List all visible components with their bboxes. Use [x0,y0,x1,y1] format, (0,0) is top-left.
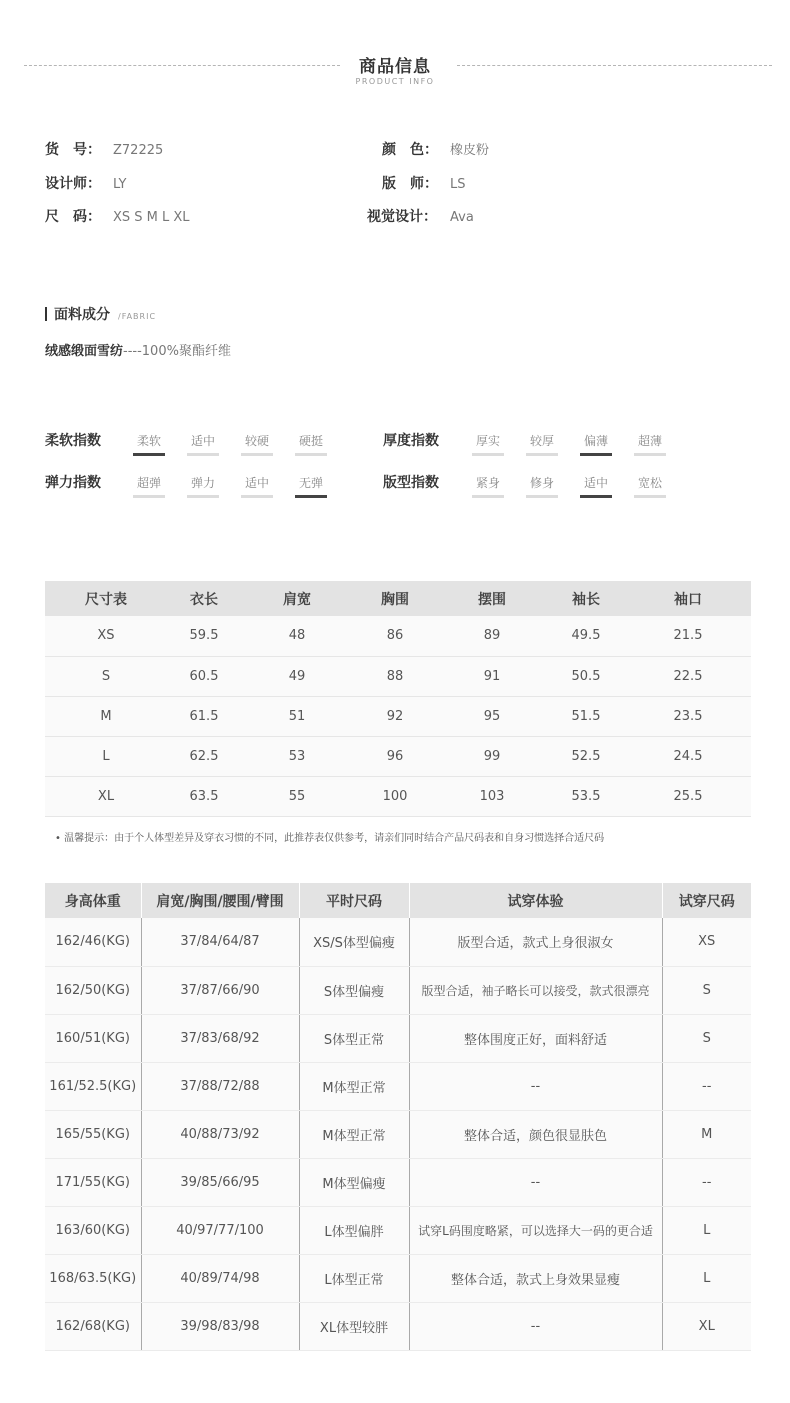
table-cell: M [662,1110,751,1158]
info-label: 颜 色： [382,142,438,158]
table-cell: 91 [437,656,547,696]
table-header-row [45,883,751,918]
table-cell: 162/46(KG) [45,918,141,966]
info-item-sku [45,139,163,159]
fabric-description [45,340,231,359]
table-header-row [45,581,751,616]
table-row [45,1158,751,1206]
info-label: 设计师： [45,176,101,192]
table-row [45,696,751,736]
index-option: 较厚 [526,432,558,456]
fabric-heading [45,304,156,324]
table-cell: 50.5 [547,656,625,696]
table-cell: 51 [241,696,353,736]
info-label: 视觉设计： [367,209,437,225]
table-cell: 52.5 [547,736,625,776]
table-cell: 22.5 [625,656,751,696]
index-option: 适中 [241,474,273,498]
table-cell: 23.5 [625,696,751,736]
size-tip: • 温馨提示：由于个人体型差异及穿衣习惯的不同，此推荐表仅供参考，请亲们同时结合产品尺码表和自身习惯选择合适尺码 [55,833,605,844]
column-header: 身高体重 [45,883,141,918]
table-cell: 100 [353,776,437,816]
table-cell: 99 [437,736,547,776]
index-option: 弹力 [187,474,219,498]
fabric-material: 绒感缎面雪纺 [45,344,124,359]
column-header: 肩宽/胸围/腰围/臂围 [141,883,299,918]
index-option: 超薄 [634,432,666,456]
column-header: 平时尺码 [299,883,409,918]
table-cell: -- [409,1158,662,1206]
info-item-pattern-maker [382,173,466,193]
table-cell: 版型合适，款式上身很淑女 [409,918,662,966]
table-cell: L体型正常 [299,1254,409,1302]
table-cell: 40/88/73/92 [141,1110,299,1158]
table-cell: L [662,1254,751,1302]
info-item-designer [45,173,126,193]
table-row [45,918,751,966]
table-cell: 88 [353,656,437,696]
table-cell: 整体合适，颜色很显肤色 [409,1110,662,1158]
column-header: 尺寸表 [45,581,167,616]
table-cell: 171/55(KG) [45,1158,141,1206]
table-cell: -- [662,1062,751,1110]
table-row [45,1062,751,1110]
table-row [45,1254,751,1302]
table-cell: 55 [241,776,353,816]
table-cell: 版型合适，袖子略长可以接受，款式很漂亮 [409,966,662,1014]
info-value: Ava [450,210,474,225]
info-item-sizes [45,206,190,226]
column-header: 衣长 [167,581,241,616]
table-cell: 165/55(KG) [45,1110,141,1158]
table-cell: 整体围度正好，面料舒适 [409,1014,662,1062]
table-cell: 49.5 [547,616,625,656]
table-cell: 48 [241,616,353,656]
table-cell: M体型正常 [299,1062,409,1110]
table-cell: 37/84/64/87 [141,918,299,966]
table-cell: 163/60(KG) [45,1206,141,1254]
try-on-table [45,883,751,1351]
table-row [45,1206,751,1254]
column-header: 试穿尺码 [662,883,751,918]
table-cell: 53.5 [547,776,625,816]
section-header [0,50,790,90]
table-cell: 40/97/77/100 [141,1206,299,1254]
table-cell: 89 [437,616,547,656]
page-title: 商品信息 [359,57,431,77]
index-option: 修身 [526,474,558,498]
index-option: 宽松 [634,474,666,498]
table-cell: 92 [353,696,437,736]
index-option: 柔软 [133,432,165,456]
table-cell: XL [45,776,167,816]
table-cell: 37/88/72/88 [141,1062,299,1110]
table-cell: 39/85/66/95 [141,1158,299,1206]
table-cell: 整体合适，款式上身效果显瘦 [409,1254,662,1302]
fabric-composition: ----100%聚酯纤维 [123,344,231,359]
table-cell: 63.5 [167,776,241,816]
table-cell: 53 [241,736,353,776]
index-option: 无弹 [295,474,327,498]
info-label: 货 号： [45,142,101,158]
index-name: 弹力指数 [45,475,101,491]
column-header: 袖口 [625,581,751,616]
table-row [45,776,751,816]
table-cell: S [45,656,167,696]
info-item-color [382,139,489,159]
info-item-visual-design [367,206,474,226]
table-cell: S体型偏瘦 [299,966,409,1014]
table-cell: 24.5 [625,736,751,776]
index-option: 超弹 [133,474,165,498]
table-row [45,1014,751,1062]
column-header: 肩宽 [241,581,353,616]
index-option: 适中 [580,474,612,498]
table-cell: XS [662,918,751,966]
page-subtitle: PRODUCT INFO [355,77,435,86]
table-cell: XL [662,1302,751,1350]
table-cell: 39/98/83/98 [141,1302,299,1350]
table-cell: 37/87/66/90 [141,966,299,1014]
table-cell: 103 [437,776,547,816]
table-cell: 40/89/74/98 [141,1254,299,1302]
table-cell: 37/83/68/92 [141,1014,299,1062]
table-row [45,616,751,656]
table-cell: S [662,1014,751,1062]
index-option: 适中 [187,432,219,456]
info-value: XS S M L XL [113,210,190,225]
table-row [45,1302,751,1350]
table-cell: L [45,736,167,776]
table-cell: M体型偏瘦 [299,1158,409,1206]
index-name: 版型指数 [383,475,439,491]
table-cell: M [45,696,167,736]
column-header: 胸围 [353,581,437,616]
table-cell: M体型正常 [299,1110,409,1158]
table-cell: 25.5 [625,776,751,816]
index-option: 较硬 [241,432,273,456]
table-cell: 49 [241,656,353,696]
info-value: LY [113,177,127,192]
info-value: LS [450,177,466,192]
heading-bar [45,307,47,321]
size-table [45,581,751,817]
table-cell: L体型偏胖 [299,1206,409,1254]
table-cell: -- [409,1062,662,1110]
table-cell: 96 [353,736,437,776]
table-cell: 试穿L码围度略紧，可以选择大一码的更合适 [409,1206,662,1254]
table-cell: 161/52.5(KG) [45,1062,141,1110]
table-cell: 168/63.5(KG) [45,1254,141,1302]
table-cell: 21.5 [625,616,751,656]
column-header: 试穿体验 [409,883,662,918]
index-option: 紧身 [472,474,504,498]
info-label: 版 师： [382,176,438,192]
table-cell: 60.5 [167,656,241,696]
column-header: 袖长 [547,581,625,616]
table-cell: -- [662,1158,751,1206]
table-cell: S [662,966,751,1014]
table-cell: L [662,1206,751,1254]
table-cell: -- [409,1302,662,1350]
table-cell: 59.5 [167,616,241,656]
info-label: 尺 码： [45,209,101,225]
table-row [45,1110,751,1158]
table-cell: 162/50(KG) [45,966,141,1014]
index-name: 厚度指数 [383,433,439,449]
index-name: 柔软指数 [45,433,101,449]
table-cell: 86 [353,616,437,656]
table-cell: XL体型较胖 [299,1302,409,1350]
table-cell: S体型正常 [299,1014,409,1062]
index-option: 偏薄 [580,432,612,456]
table-cell: XS [45,616,167,656]
table-row [45,736,751,776]
table-cell: XS/S体型偏瘦 [299,918,409,966]
table-cell: 95 [437,696,547,736]
index-option: 硬挺 [295,432,327,456]
table-row [45,656,751,696]
table-cell: 160/51(KG) [45,1014,141,1062]
column-header: 摆围 [437,581,547,616]
table-cell: 62.5 [167,736,241,776]
info-value: Z72225 [113,143,164,158]
table-row [45,966,751,1014]
table-cell: 61.5 [167,696,241,736]
table-cell: 162/68(KG) [45,1302,141,1350]
fabric-title: 面料成分 [54,307,110,323]
index-option: 厚实 [472,432,504,456]
info-value: 橡皮粉 [450,143,490,158]
fabric-subtitle: /FABRIC [118,312,157,321]
table-cell: 51.5 [547,696,625,736]
